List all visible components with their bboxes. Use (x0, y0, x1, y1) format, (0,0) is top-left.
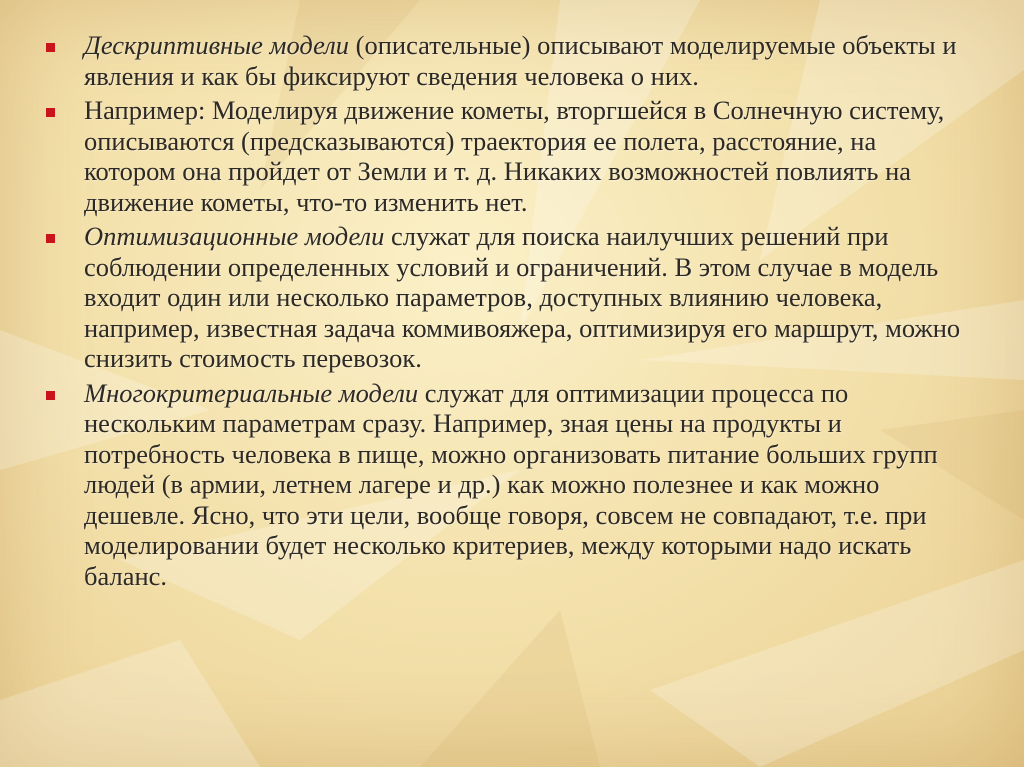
bullet-item-optimization-models (44, 221, 974, 374)
term-label: Оптимизационные модели (84, 221, 385, 251)
bullet-item-comet-example (44, 95, 974, 217)
bullet-body: служат для оптимизации процесса по нескольким параметрам сразу. Например, зная цены на продукты и потребность человека в пище, можно организовать питание больших групп людей (в армии, летнем лагере и др.) как можно полезнее и как можно дешевле. Ясно, что эти цели, вообще говоря, совсем не совпадают, т.е. при моделировании будет несколько критериев, между которыми надо искать баланс. (84, 377, 938, 591)
bullet-body: Например: Моделируя движение кометы, вторгшейся в Солнечную систему, описываются (предсказываются) траектория ее полета, расстояние, на котором она пройдет от Земли и т. д. Никаких возможностей повлиять на движение кометы, что-то изменить нет. (84, 95, 945, 217)
bullet-item-descriptive-models (44, 30, 974, 91)
term-label: Дескриптивные модели (84, 30, 349, 60)
term-label: Многокритериальные модели (84, 377, 419, 408)
bullet-item-multicriteria-models (44, 378, 974, 592)
bullet-square-icon (46, 391, 55, 400)
bullet-text (84, 95, 974, 217)
bullet-square-icon (46, 108, 55, 117)
bullet-text (84, 378, 974, 592)
bullet-body: (описательные) описывают моделируемые объекты и явления и как бы фиксируют сведения человека о них. (84, 30, 957, 91)
bullet-text (84, 30, 974, 91)
bullet-text (84, 221, 974, 374)
bullet-square-icon (46, 43, 55, 52)
bullet-body: служат для поиска наилучших решений при соблюдении определенных условий и ограничений. В этом случае в модель входит один или несколько параметров, доступных влиянию человека, например, известная задача коммивояжера, оптимизируя его маршрут, можно снизить стоимость перевозок. (84, 221, 961, 373)
bullet-list (44, 30, 974, 595)
bullet-square-icon (46, 234, 55, 243)
